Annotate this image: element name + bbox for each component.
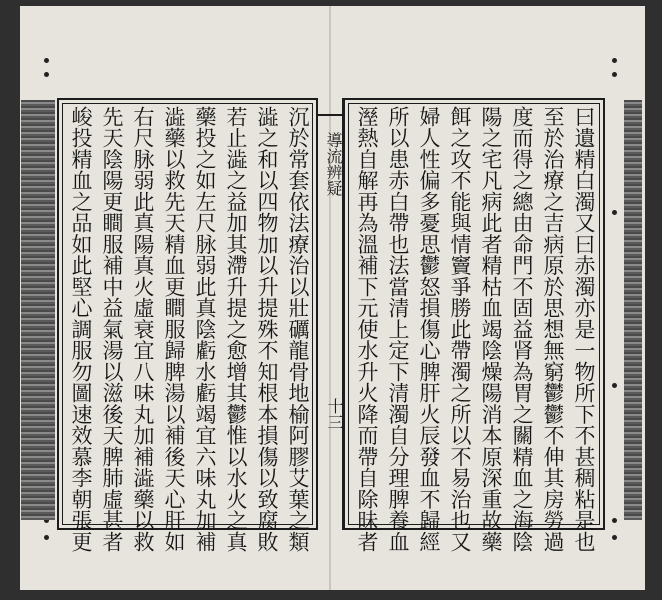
right-page-frame	[343, 98, 605, 553]
text-column: 婦人性偏多憂思鬱怒損傷心脾肝火辰發血不歸經	[417, 106, 441, 553]
binding-hole	[612, 535, 617, 540]
binding-hole	[612, 518, 617, 523]
text-column: 餌之攻不能與情竇爭勝此帶濁之所以不易治也又	[448, 106, 472, 553]
page-number: 十三	[325, 398, 344, 430]
text-column: 曰遺精白濁又曰赤濁亦是一物所下不甚稠粘是也	[572, 106, 596, 553]
text-column: 陽之宅凡病此者精枯血竭陰燥陽消本原深重故藥	[479, 106, 503, 553]
binding-hole	[44, 58, 49, 63]
text-column: 澁之和以四物加以升提殊不知根本損傷以致腐敗	[255, 106, 279, 553]
text-column: 度而得之總由命門不固益肾為胃之關精血之海陰	[510, 106, 534, 553]
text-column: 沉於常套依法療治以壯礪龍骨地榆阿膠艾葉之類	[286, 106, 310, 553]
text-column: 右尺脉弱此真陽真火虛衰宜八味丸加補澁藥以救	[131, 106, 155, 553]
left-edge-bleed	[21, 100, 55, 520]
text-column: 澁藥以救先天精血更瞷服歸脾湯以補後天心肝如	[162, 106, 186, 553]
book-title: 導流辨疑	[324, 132, 343, 196]
text-column: 若止澁之益加其滯升提之愈增其鬱惟以水火之真	[224, 106, 248, 553]
left-page-frame	[57, 98, 318, 553]
right-edge-bleed	[624, 100, 642, 520]
text-column: 所以患赤白帶也法當清上定下清濁自分理脾養血	[386, 106, 410, 553]
center-margin-strip	[316, 98, 344, 530]
binding-hole	[612, 58, 617, 63]
fish-tail-mark	[318, 106, 342, 116]
binding-hole	[44, 535, 49, 540]
binding-hole	[612, 383, 617, 388]
text-column: 峻投精血之品如此堅心調服勿圖速效慕李朝張更	[69, 106, 93, 553]
text-column: 溼熱自解再為溫補下元使水升火降而帶自除昧者	[355, 106, 379, 553]
text-column: 先天陰陽更瞷服補中益氣湯以滋後天脾肺虛甚者	[100, 106, 124, 553]
binding-hole	[44, 72, 49, 77]
binding-hole	[612, 72, 617, 77]
text-column: 至於治療之吉病原於思想無窮鬱鬱不伸其房勞過	[541, 106, 565, 553]
binding-hole	[612, 210, 617, 215]
text-column: 藥投之如左尺脉弱此真陰虧水虧竭宜六味丸加補	[193, 106, 217, 553]
